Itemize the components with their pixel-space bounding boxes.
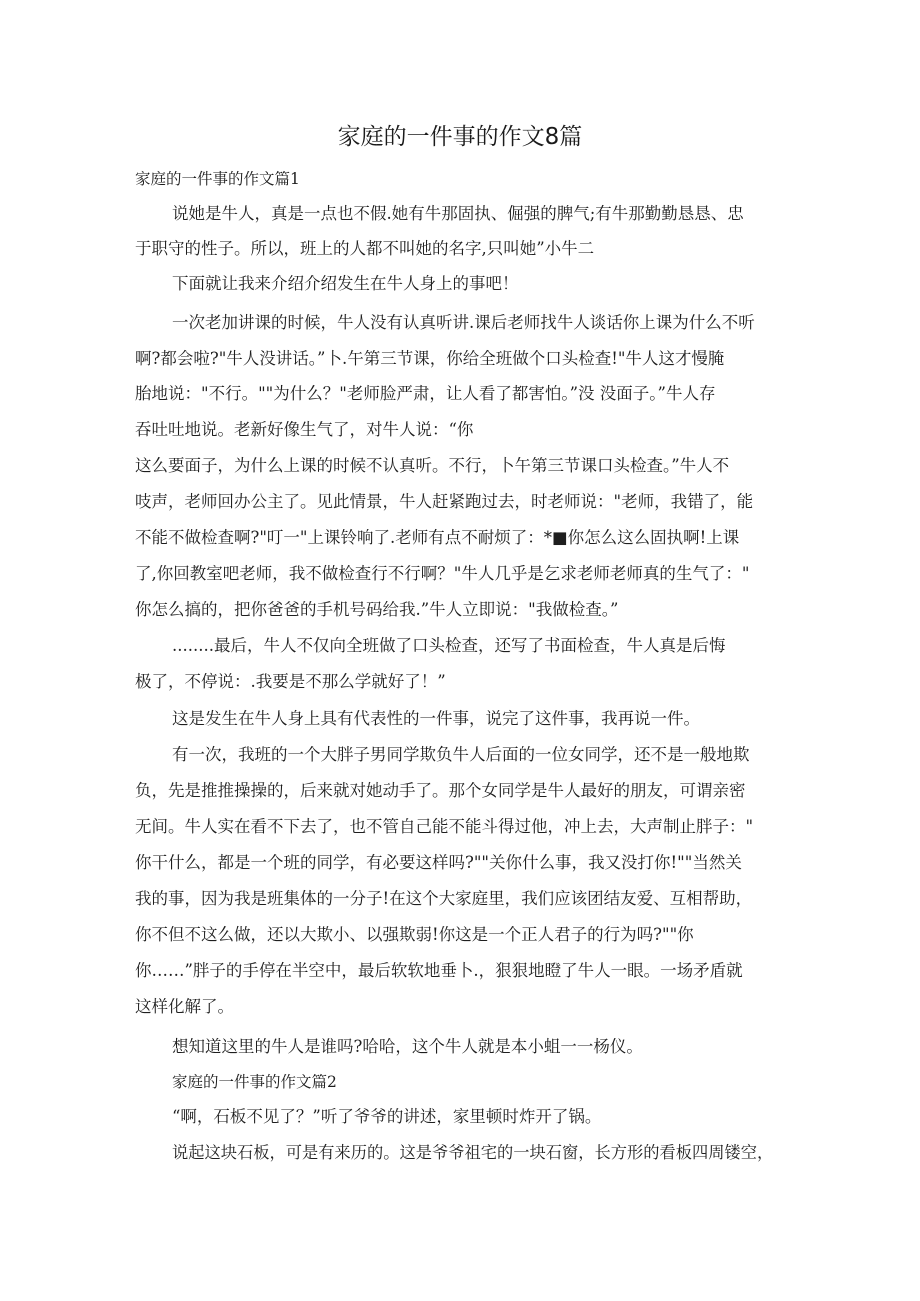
paragraph-line: 于职守的性子。所以，班上的人都不叫她的名字,只叫她”小牛二: [135, 239, 595, 258]
paragraph-line: 这样化解了。: [135, 997, 234, 1016]
section-heading-2: 家庭的一件事的作文篇2: [172, 1073, 337, 1091]
paragraph-line: 有一次，我班的一个大胖子男同学欺负牛人后面的一位女同学，还不是一般地欺: [172, 745, 750, 764]
paragraph-line: 说起这块石板，可是有来历的。这是爷爷祖宅的一块石窗，长方形的看板四周镂空，: [172, 1143, 774, 1162]
paragraph-line: 你不但不这么做，还以大欺小、以强欺弱!你这是一个正人君子的行为吗?""你: [135, 925, 694, 944]
paragraph-line: 你怎么搞的，把你爸爸的手机号码给我.”牛人立即说："我做检查。”: [135, 600, 619, 619]
paragraph-line: 你……”胖子的手停在半空中，最后软软地垂卜.，狠狠地瞪了牛人一眼。一场矛盾就: [135, 961, 743, 980]
paragraph-line: 想知道这里的牛人是谁吗?哈哈，这个牛人就是本小蛆一一杨仪。: [172, 1037, 643, 1056]
paragraph-line: 说她是牛人，真是一点也不假.她有牛那固执、倔强的脾气;有牛那勤勤恳恳、忠: [172, 204, 744, 223]
paragraph-line: 了,你回教室吧老师，我不做检查行不行啊？"牛人几乎是乞求老师老师真的生气了：": [135, 564, 750, 583]
paragraph-line: 这是发生在牛人身上具有代表性的一件事，说完了这件事，我再说一件。: [172, 709, 700, 728]
paragraph-line: 吱声，老师回办公主了。见此情景，牛人赶紧跑过去，时老师说："老师，我错了，能: [135, 492, 754, 511]
paragraph-line: 胎地说："不行。""为什么？"老师脸严肃，让人看了都害怕。”没 没面子。”牛人存: [135, 384, 716, 403]
paragraph-line: 啊?都会啦?"牛人没讲话。”卜.午第三节课，你给全班做个口头检查!"牛人这才慢腌: [135, 349, 725, 368]
paragraph-line: 我的事，因为我是班集体的一分子!在这个大家庭里，我们应该团结友爱、互相帮助，: [135, 889, 753, 908]
paragraph-line: 这么要面子，为什么上课的时候不认真听。不行，卜午第三节课口头检查。”牛人不: [135, 456, 730, 475]
paragraph-line: “啊，石板不见了？”听了爷爷的讲述，家里顿时炸开了锅。: [172, 1107, 602, 1126]
paragraph-line: 一次老加讲课的时候，牛人没有认真听讲.课后老师找牛人谈话你上课为什么不听: [172, 313, 755, 332]
paragraph-line: 吞吐吐地说。老新好像生气了，对牛人说：“你: [135, 420, 474, 439]
document-title: 家庭的一件事的作文8篇: [337, 124, 583, 150]
paragraph-line: 极了，不停说：.我要是不那么学就好了！”: [135, 672, 446, 691]
paragraph-line: 负，先是推推操操的，后来就对她动手了。那个女同学是牛人最好的朋友，可谓亲密: [135, 781, 746, 800]
paragraph-line: 下面就让我来介绍介绍发生在牛人身上的事吧！: [172, 274, 519, 293]
paragraph-line: ........最后，牛人不仅向全班做了口头检查，还写了书面检查，牛人真是后悔: [172, 636, 726, 655]
paragraph-line: 你干什么，都是一个班的同学，有必要这样吗?""关你什么事，我又没打你!""当然关: [135, 853, 742, 872]
section-heading-1: 家庭的一件事的作文篇1: [135, 170, 300, 188]
paragraph-line: 无间。牛人实在看不下去了，也不管自己能不能斗得过他，冲上去，大声制止胖子：": [135, 817, 754, 836]
paragraph-line: 不能不做检查啊?"叮一"上课铃响了.老师有点不耐烦了：*■你怎么这么固执啊!上课: [135, 528, 740, 547]
